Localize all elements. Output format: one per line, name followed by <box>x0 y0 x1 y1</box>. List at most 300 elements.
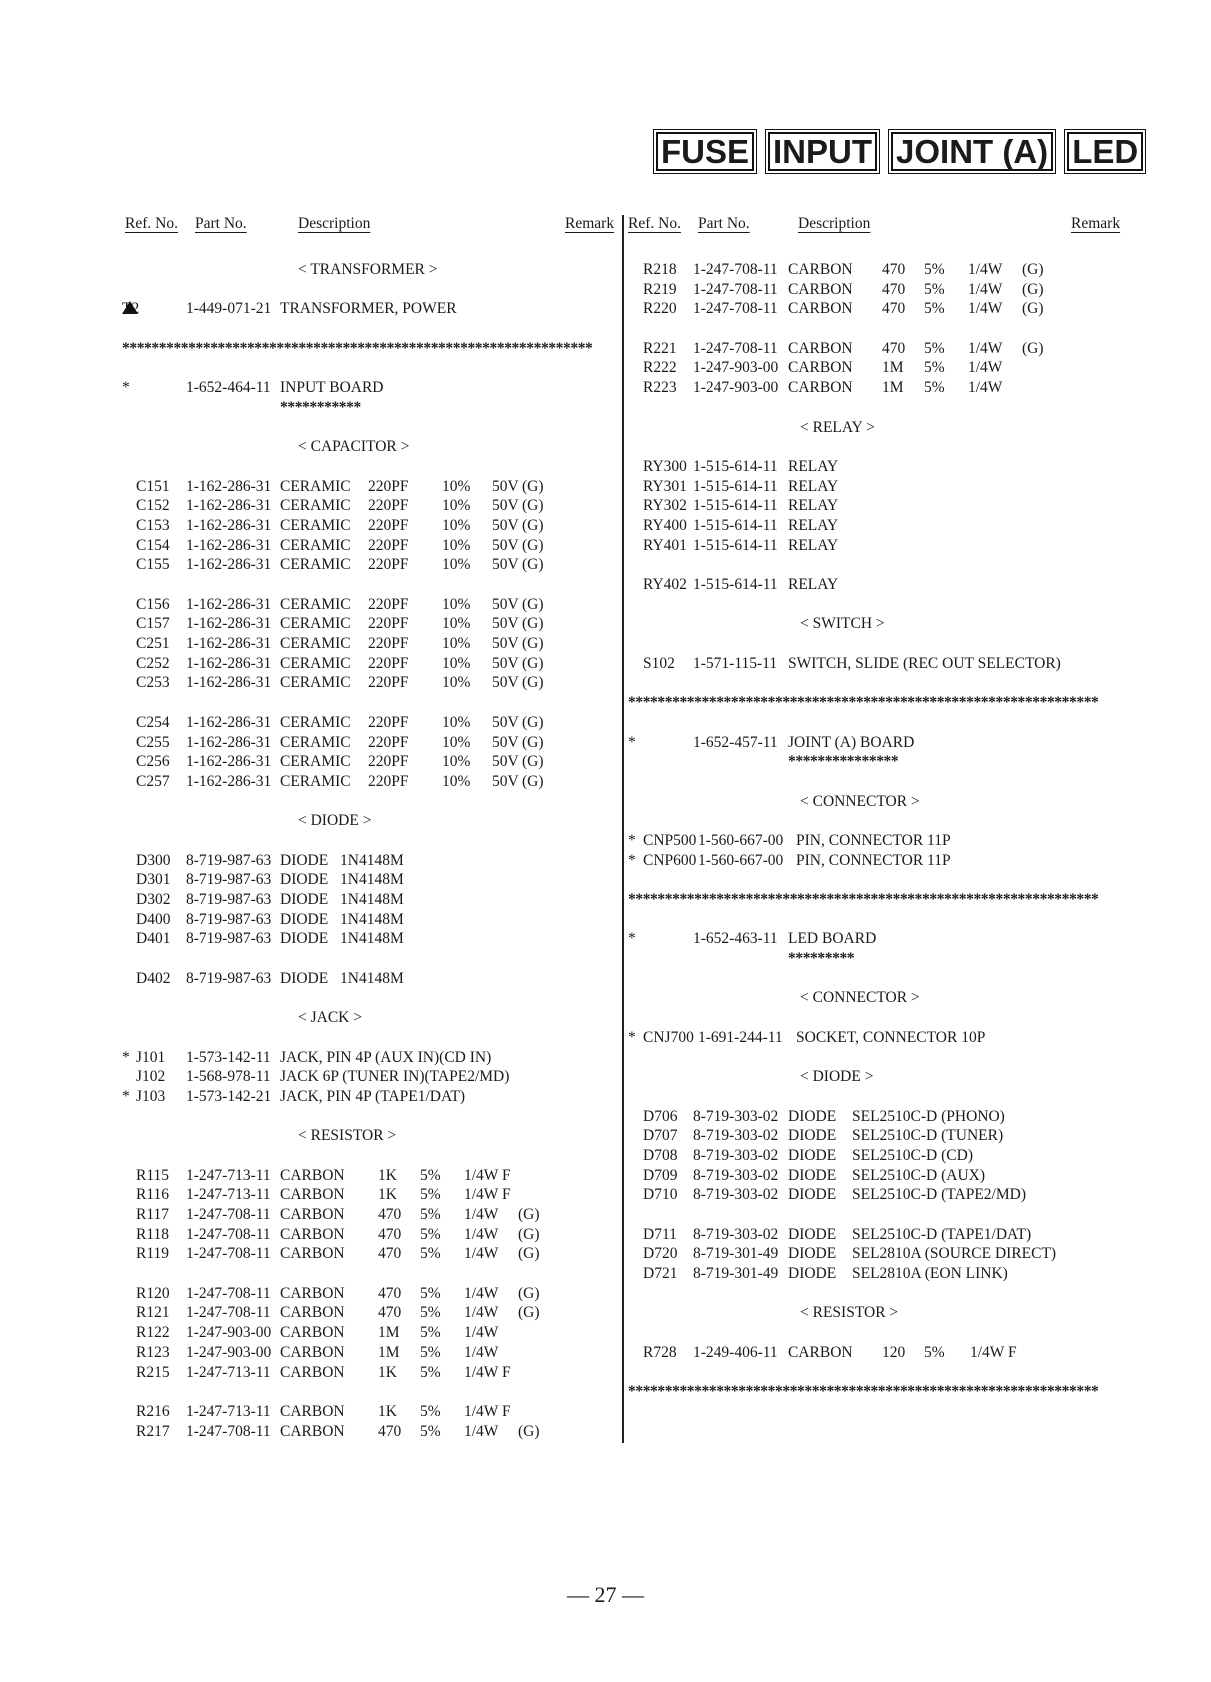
value: 1N4148M <box>340 930 404 948</box>
part-no: 1-568-978-11 <box>186 1068 271 1086</box>
part-no: 1-162-286-31 <box>186 733 272 751</box>
tolerance: 10% <box>442 595 471 613</box>
tolerance: 5% <box>924 300 945 318</box>
separator-stars: **************************************************************** <box>628 1383 1099 1401</box>
board-underline-stars: ********* <box>788 950 855 968</box>
value: 220PF <box>368 635 409 653</box>
resistance: 1M <box>882 379 904 397</box>
part-no: 8-719-987-63 <box>186 891 272 908</box>
part-row <box>628 1028 1128 1048</box>
resistance: 470 <box>882 339 906 357</box>
ref-no: RY302 <box>643 497 687 515</box>
spacer <box>628 910 1128 930</box>
ref-no: T2 <box>122 300 140 318</box>
ref-no: R121 <box>136 1304 170 1322</box>
part-row <box>122 1067 617 1087</box>
part-row <box>122 614 617 634</box>
part-no: 1-162-286-31 <box>186 615 272 633</box>
part-row <box>122 1166 617 1186</box>
wattage: 1/4W <box>464 1324 499 1342</box>
part-row <box>122 536 617 556</box>
spacer <box>628 811 1128 831</box>
part-no: 1-162-286-31 <box>186 595 272 613</box>
wattage: 1/4W <box>464 1343 499 1361</box>
value: 1N4148M <box>340 851 404 869</box>
spacer <box>628 673 1128 693</box>
tolerance: 10% <box>442 477 471 495</box>
description: RELAY <box>788 576 839 593</box>
description: DIODE <box>788 1127 837 1145</box>
value: 1N4148M <box>340 891 404 908</box>
part-no: 1-247-903-00 <box>693 379 779 397</box>
spacer <box>628 634 1128 654</box>
ref-no: D400 <box>136 910 171 928</box>
value: SEL2510C-D (TAPE2/MD) <box>852 1186 1026 1204</box>
value: 1N4148M <box>340 871 404 889</box>
wattage: 1/4W <box>464 1304 499 1322</box>
section-heading: < DIODE > <box>298 812 372 830</box>
column-divider <box>622 215 624 1443</box>
description: CARBON <box>280 1363 345 1381</box>
description: CARBON <box>280 1225 345 1243</box>
resistance: 470 <box>882 280 906 298</box>
part-row <box>122 595 617 615</box>
part-no: 1-560-667-00 <box>698 851 784 869</box>
description-header: Description <box>298 215 371 232</box>
voltage: 50V <box>492 753 519 771</box>
part-row <box>628 733 1128 753</box>
parts-column-left <box>122 215 617 1441</box>
separator-stars: **************************************************************** <box>628 891 1099 908</box>
part-row <box>122 870 617 890</box>
part-row <box>122 1048 617 1068</box>
resistance: 470 <box>882 300 906 318</box>
ref-no: D709 <box>643 1166 678 1184</box>
voltage: 50V <box>492 713 519 731</box>
new-part-mark: * <box>122 379 130 397</box>
resistance: 120 <box>882 1343 906 1361</box>
parts-list-right <box>628 260 1128 1402</box>
description: SWITCH, SLIDE (REC OUT SELECTOR) <box>788 654 1061 672</box>
part-row <box>628 496 1128 516</box>
description: RELAY <box>788 477 839 495</box>
voltage: 50V <box>492 497 519 515</box>
part-no: 1-247-708-11 <box>693 339 778 357</box>
section-heading: < JACK > <box>298 1009 362 1027</box>
part-row <box>122 378 617 398</box>
part-row <box>122 1343 617 1363</box>
tolerance: 10% <box>442 536 471 554</box>
part-row <box>122 1363 617 1383</box>
part-no: 1-247-708-11 <box>693 280 778 298</box>
wattage: 1/4W <box>968 379 1003 397</box>
new-part-mark: * <box>122 1087 130 1105</box>
ref-no: D301 <box>136 871 171 889</box>
part-no-header: Part No. <box>698 215 750 232</box>
resistance: 470 <box>378 1284 402 1302</box>
wattage: 1/4W <box>968 359 1003 377</box>
part-no: 1-573-142-21 <box>186 1087 272 1105</box>
ref-no: R218 <box>643 261 677 278</box>
part-row <box>122 772 617 792</box>
description: TRANSFORMER, POWER <box>280 300 457 318</box>
new-part-mark: * <box>628 1028 636 1046</box>
part-row <box>122 1303 617 1323</box>
spacer <box>628 1087 1128 1107</box>
part-no: 1-247-708-11 <box>693 261 778 278</box>
spacer <box>122 280 617 300</box>
part-no: 1-247-903-00 <box>186 1324 272 1342</box>
ref-no: D721 <box>643 1265 678 1283</box>
part-row <box>628 1185 1128 1205</box>
remark: (G) <box>518 1422 540 1440</box>
parts-column-right <box>628 215 1128 1402</box>
description: DIODE <box>788 1107 837 1125</box>
ref-no: D720 <box>643 1245 678 1263</box>
part-row <box>122 654 617 674</box>
description: CARBON <box>788 339 853 357</box>
spacer <box>122 457 617 477</box>
remark: (G) <box>522 635 544 653</box>
value: SEL2510C-D (AUX) <box>852 1166 986 1184</box>
value: 220PF <box>368 733 409 751</box>
section-heading: < DIODE > <box>800 1068 874 1086</box>
part-no: 1-247-903-00 <box>186 1343 272 1361</box>
ref-no: C252 <box>136 654 170 672</box>
tab-led: LED <box>1067 132 1143 171</box>
resistance: 1K <box>378 1166 397 1184</box>
ref-no: R119 <box>136 1245 170 1263</box>
part-no: 1-247-708-11 <box>186 1284 271 1302</box>
part-no: 1-515-614-11 <box>693 536 778 554</box>
remark: (G) <box>522 733 544 751</box>
ref-no: D402 <box>136 969 171 987</box>
part-no: 1-247-708-11 <box>186 1206 271 1223</box>
ref-no: CNP500 <box>643 831 697 849</box>
part-no: 8-719-987-63 <box>186 969 272 987</box>
ref-no: C254 <box>136 713 170 731</box>
description: SOCKET, CONNECTOR 10P <box>796 1028 986 1046</box>
spacer <box>122 693 617 713</box>
value: 220PF <box>368 654 409 672</box>
ref-no: D706 <box>643 1107 678 1125</box>
wattage: 1/4W F <box>464 1402 511 1420</box>
spacer <box>628 870 1128 890</box>
description: JACK, PIN 4P (TAPE1/DAT) <box>280 1087 466 1105</box>
part-no: 8-719-303-02 <box>693 1146 779 1164</box>
part-row <box>122 516 617 536</box>
remark: (G) <box>522 772 544 790</box>
part-row <box>628 1264 1128 1284</box>
description: JOINT (A) BOARD <box>788 733 915 751</box>
ref-no: RY301 <box>643 477 687 495</box>
tolerance: 5% <box>924 1343 945 1361</box>
part-row <box>628 339 1128 359</box>
ref-no: D711 <box>643 1225 677 1243</box>
value: 220PF <box>368 772 409 790</box>
tolerance: 10% <box>442 615 471 633</box>
voltage: 50V <box>492 615 519 633</box>
tolerance: 5% <box>924 339 945 357</box>
ref-no: D708 <box>643 1146 678 1164</box>
description: DIODE <box>788 1245 837 1263</box>
spacer <box>122 1264 617 1284</box>
tolerance: 10% <box>442 635 471 653</box>
part-no: 8-719-303-02 <box>693 1166 779 1184</box>
new-part-mark: * <box>628 851 636 869</box>
value: SEL2510C-D (TUNER) <box>852 1127 1004 1145</box>
part-row <box>122 496 617 516</box>
tab-input: INPUT <box>768 132 877 171</box>
part-no: 1-560-667-00 <box>698 831 784 849</box>
value: 1N4148M <box>340 910 404 928</box>
part-row <box>122 1402 617 1422</box>
remark: (G) <box>522 713 544 731</box>
value: SEL2510C-D (PHONO) <box>852 1107 1005 1125</box>
ref-no: R118 <box>136 1225 170 1243</box>
part-no: 1-571-115-11 <box>693 654 778 672</box>
part-no: 1-515-614-11 <box>693 497 778 515</box>
part-row <box>628 457 1128 477</box>
part-no: 1-247-708-11 <box>186 1422 271 1440</box>
wattage: 1/4W <box>464 1225 499 1243</box>
tolerance: 5% <box>924 359 945 377</box>
part-row <box>122 1205 617 1225</box>
resistance: 470 <box>378 1206 402 1223</box>
ref-no: R122 <box>136 1324 170 1342</box>
spacer <box>628 1284 1128 1304</box>
spacer <box>628 1205 1128 1225</box>
part-row <box>628 654 1128 674</box>
resistance: 470 <box>378 1225 402 1243</box>
part-no: 1-515-614-11 <box>693 576 778 593</box>
spacer <box>122 319 617 339</box>
tolerance: 5% <box>924 280 945 298</box>
part-row <box>628 1166 1128 1186</box>
description: DIODE <box>280 910 329 928</box>
ref-no: RY402 <box>643 576 687 593</box>
value: 220PF <box>368 674 409 692</box>
part-no: 1-247-713-11 <box>186 1363 271 1381</box>
wattage: 1/4W <box>464 1206 499 1223</box>
ref-no: R217 <box>136 1422 170 1440</box>
description: DIODE <box>280 930 329 948</box>
ref-no: R728 <box>643 1343 677 1361</box>
ref-no: C257 <box>136 772 170 790</box>
part-row <box>122 733 617 753</box>
part-no: 8-719-301-49 <box>693 1245 779 1263</box>
part-no: 1-515-614-11 <box>693 516 778 534</box>
resistance: 1K <box>378 1186 397 1204</box>
remark: (G) <box>522 556 544 574</box>
ref-no: J102 <box>136 1068 166 1086</box>
part-no: 8-719-987-63 <box>186 871 272 889</box>
spacer <box>628 713 1128 733</box>
spacer <box>122 831 617 851</box>
remark: (G) <box>1022 300 1044 318</box>
description: DIODE <box>280 871 329 889</box>
value: 220PF <box>368 516 409 534</box>
value: 220PF <box>368 615 409 633</box>
section-heading: < RESISTOR > <box>298 1127 397 1145</box>
part-no: 1-573-142-11 <box>186 1048 271 1066</box>
description: CERAMIC <box>280 595 351 613</box>
description: PIN, CONNECTOR 11P <box>796 831 951 849</box>
remark: (G) <box>522 654 544 672</box>
description: DIODE <box>788 1186 837 1204</box>
part-row <box>628 831 1128 851</box>
voltage: 50V <box>492 516 519 534</box>
part-row <box>122 1087 617 1107</box>
part-no: 8-719-303-02 <box>693 1225 779 1243</box>
section-heading: < CAPACITOR > <box>298 438 410 456</box>
description: CERAMIC <box>280 713 351 731</box>
description: DIODE <box>788 1166 837 1184</box>
voltage: 50V <box>492 654 519 672</box>
remark: (G) <box>1022 280 1044 298</box>
ref-no: R216 <box>136 1402 170 1420</box>
part-no: 1-691-244-11 <box>698 1028 783 1046</box>
part-row <box>628 378 1128 398</box>
ref-no: D707 <box>643 1127 678 1145</box>
remark: (G) <box>518 1206 540 1223</box>
value: SEL2510C-D (CD) <box>852 1146 973 1164</box>
tolerance: 5% <box>420 1186 441 1204</box>
value: SEL2810A (EON LINK) <box>852 1265 1008 1283</box>
ref-no: C256 <box>136 753 170 771</box>
value: 220PF <box>368 753 409 771</box>
section-heading: < CONNECTOR > <box>800 989 920 1007</box>
part-row <box>122 1244 617 1264</box>
wattage: 1/4W F <box>464 1363 511 1381</box>
voltage: 50V <box>492 556 519 574</box>
wattage: 1/4W <box>968 261 1003 278</box>
remark: (G) <box>522 753 544 771</box>
ref-no: R116 <box>136 1186 170 1204</box>
wattage: 1/4W <box>968 280 1003 298</box>
tolerance: 10% <box>442 674 471 692</box>
new-part-mark: * <box>628 930 636 948</box>
tolerance: 5% <box>924 379 945 397</box>
voltage: 50V <box>492 595 519 613</box>
description: INPUT BOARD <box>280 379 384 397</box>
remark: (G) <box>522 536 544 554</box>
ref-no: C152 <box>136 497 170 515</box>
tolerance: 10% <box>442 654 471 672</box>
wattage: 1/4W F <box>464 1186 511 1204</box>
spacer <box>122 575 617 595</box>
description: DIODE <box>280 851 329 869</box>
part-no-header: Part No. <box>195 215 247 232</box>
description: JACK, PIN 4P (AUX IN)(CD IN) <box>280 1048 492 1066</box>
part-row <box>628 1126 1128 1146</box>
board-underline-stars: *************** <box>788 753 899 771</box>
tab-joint-a: JOINT (A) <box>891 132 1053 171</box>
part-row <box>122 1225 617 1245</box>
tab-fuse: FUSE <box>656 132 754 171</box>
part-row <box>122 910 617 930</box>
voltage: 50V <box>492 733 519 751</box>
spacer <box>628 1323 1128 1343</box>
wattage: 1/4W F <box>970 1343 1017 1361</box>
ref-no: CNJ700 <box>643 1028 694 1046</box>
section-heading: < CONNECTOR > <box>800 792 920 810</box>
tolerance: 10% <box>442 753 471 771</box>
spacer <box>122 1028 617 1048</box>
voltage: 50V <box>492 635 519 653</box>
part-no: 1-449-071-21 <box>186 300 272 318</box>
new-part-mark: * <box>628 831 636 849</box>
description: PIN, CONNECTOR 11P <box>796 851 951 869</box>
part-no: 1-247-713-11 <box>186 1186 271 1204</box>
description: CERAMIC <box>280 753 351 771</box>
ref-no: C153 <box>136 516 170 534</box>
ref-no: D401 <box>136 930 171 948</box>
remark: (G) <box>522 477 544 495</box>
board-tabs <box>656 132 1143 171</box>
tolerance: 10% <box>442 772 471 790</box>
part-no: 1-162-286-31 <box>186 516 272 534</box>
resistance: 1K <box>378 1363 397 1381</box>
spacer <box>628 398 1128 418</box>
part-no: 1-652-463-11 <box>693 930 778 948</box>
part-no: 1-162-286-31 <box>186 477 272 495</box>
part-no: 1-515-614-11 <box>693 457 778 475</box>
remark: (G) <box>522 674 544 692</box>
ref-no: C255 <box>136 733 170 751</box>
part-no: 1-247-708-11 <box>186 1225 271 1243</box>
part-row <box>122 299 617 319</box>
part-row <box>628 1343 1128 1363</box>
tolerance: 5% <box>420 1402 441 1420</box>
ref-no: RY300 <box>643 457 687 475</box>
description: CARBON <box>280 1186 345 1204</box>
spacer <box>628 595 1128 615</box>
part-no: 1-162-286-31 <box>186 536 272 554</box>
ref-no: RY400 <box>643 516 687 534</box>
resistance: 1M <box>378 1324 400 1342</box>
part-no: 1-162-286-31 <box>186 713 272 731</box>
wattage: 1/4W <box>464 1245 499 1263</box>
description: DIODE <box>280 891 329 908</box>
part-no: 1-162-286-31 <box>186 772 272 790</box>
value: 220PF <box>368 713 409 731</box>
part-row <box>628 280 1128 300</box>
remark: (G) <box>522 516 544 534</box>
spacer <box>628 1363 1128 1383</box>
tolerance: 5% <box>420 1363 441 1381</box>
description: LED BOARD <box>788 930 877 948</box>
section-heading: < SWITCH > <box>800 615 885 633</box>
description: CERAMIC <box>280 497 351 515</box>
wattage: 1/4W <box>968 339 1003 357</box>
resistance: 470 <box>378 1304 402 1322</box>
description: CERAMIC <box>280 477 351 495</box>
part-row <box>628 1107 1128 1127</box>
spacer <box>122 988 617 1008</box>
spacer <box>122 949 617 969</box>
description: CERAMIC <box>280 674 351 692</box>
section-heading: < TRANSFORMER > <box>298 261 438 278</box>
part-no: 1-162-286-31 <box>186 556 272 574</box>
ref-no: R117 <box>136 1206 170 1223</box>
spacer <box>628 319 1128 339</box>
value: 220PF <box>368 556 409 574</box>
section-heading: < RELAY > <box>800 418 875 436</box>
ref-no: R222 <box>643 359 677 377</box>
description: CERAMIC <box>280 772 351 790</box>
tolerance: 5% <box>420 1422 441 1440</box>
